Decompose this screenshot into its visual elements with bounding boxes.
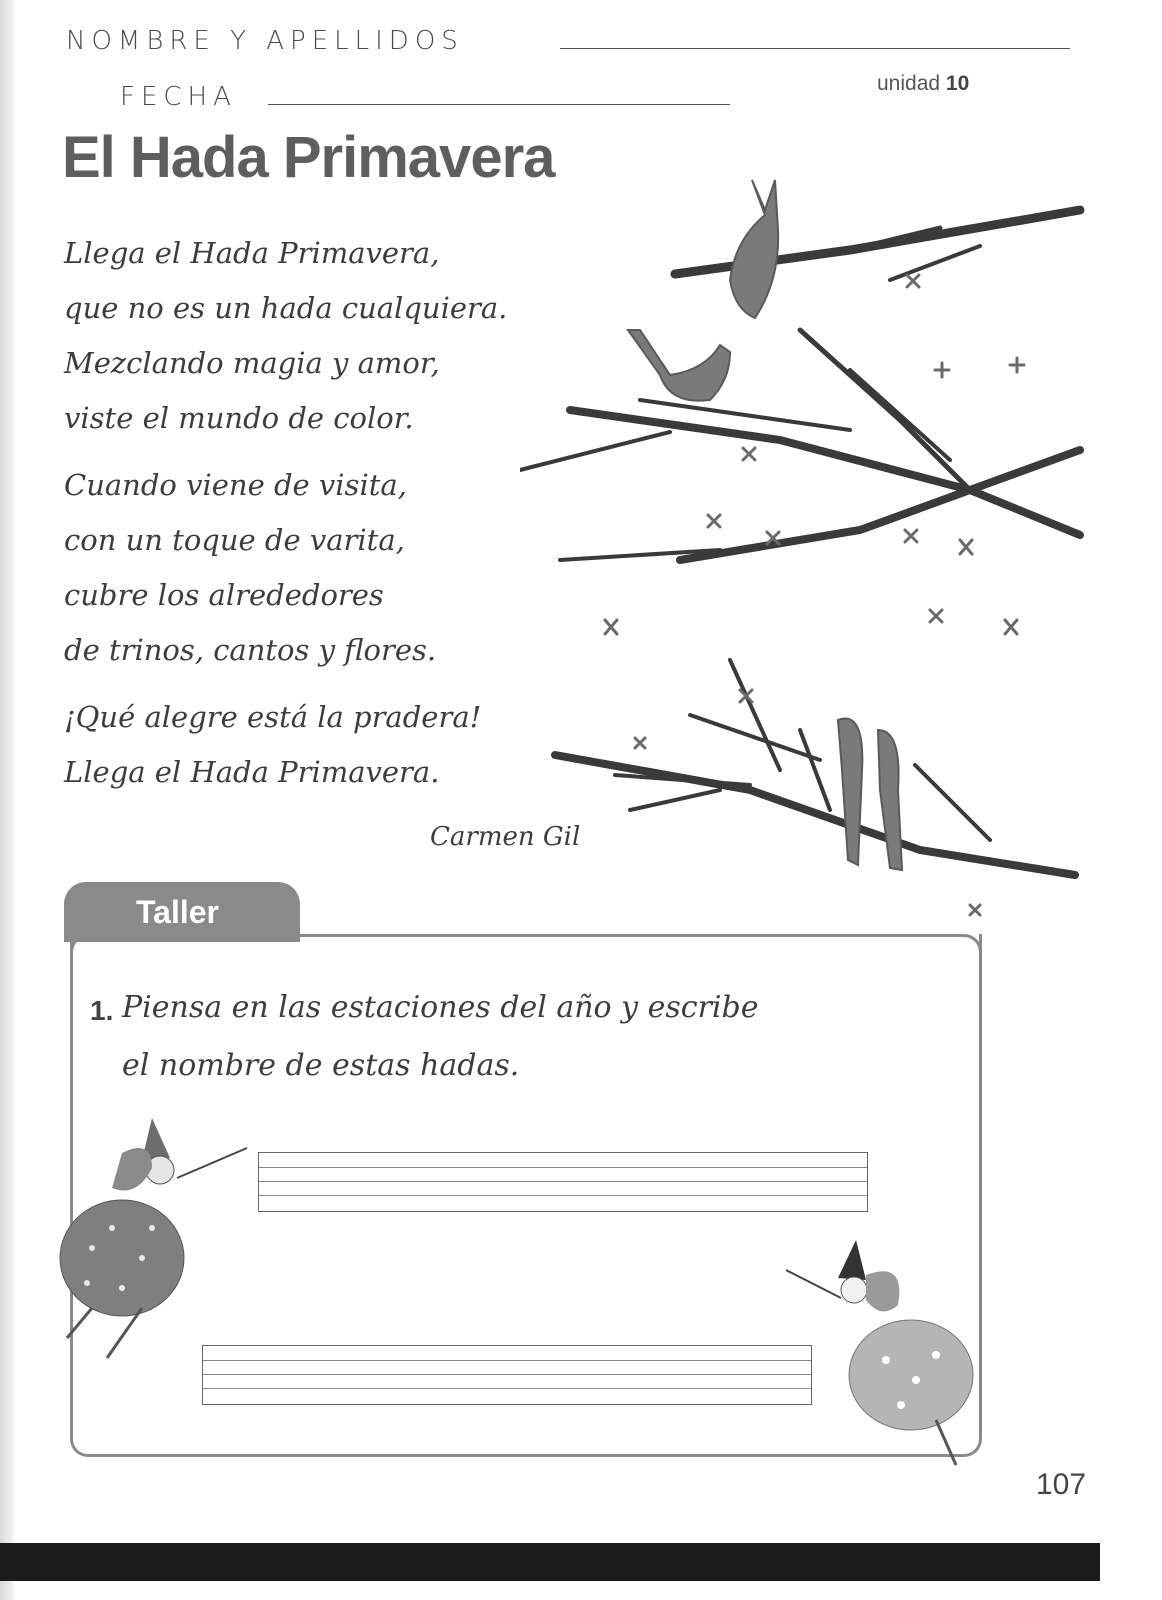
poem-stanza-2 [64, 458, 507, 678]
unit-number: 10 [945, 72, 970, 95]
poem [64, 226, 507, 800]
page-title: El Hada Primavera [62, 125, 555, 190]
poem-stanza-1 [64, 226, 507, 446]
question-line: el nombre de estas hadas. [122, 1048, 520, 1083]
fairy-illustration-right [786, 1230, 1006, 1480]
poem-line: Cuando viene de visita, [64, 468, 407, 502]
answer-lines-2[interactable] [202, 1345, 812, 1405]
page-edge [0, 0, 14, 1600]
unit-word: unidad [877, 72, 941, 95]
taller-tab [64, 882, 300, 942]
unit-indicator [877, 72, 969, 96]
poem-stanza-3 [64, 690, 507, 800]
fairy-illustration-left [52, 1108, 252, 1368]
poem-line: que no es un hada cualquiera. [64, 291, 508, 325]
answer-lines-1[interactable] [258, 1152, 868, 1212]
date-field[interactable] [268, 104, 730, 105]
page-number: 107 [1036, 1468, 1087, 1501]
question-number: 1. [90, 995, 114, 1026]
poem-line: viste el mundo de color. [64, 401, 414, 435]
poem-line: Llega el Hada Primavera, [64, 236, 440, 270]
poem-line: Llega el Hada Primavera. [64, 755, 440, 789]
poem-author: Carmen Gil [430, 822, 581, 852]
poem-line: ¡Qué alegre está la pradera! [64, 700, 482, 734]
poem-line: con un toque de varita, [64, 523, 405, 557]
poem-line: Mezclando magia y amor, [64, 346, 440, 380]
footer-bar [0, 1543, 1100, 1581]
poem-line: de trinos, cantos y flores. [64, 633, 437, 667]
question-line: Piensa en las estaciones del año y escribe [122, 990, 759, 1025]
name-label: NOMBRE Y APELLIDOS [66, 26, 464, 56]
poem-line: cubre los alrededores [64, 578, 384, 612]
branches-birds-illustration [520, 170, 1110, 930]
name-field[interactable] [560, 48, 1070, 49]
date-label: FECHA [120, 82, 237, 112]
taller-tab-label: Taller [136, 894, 219, 930]
